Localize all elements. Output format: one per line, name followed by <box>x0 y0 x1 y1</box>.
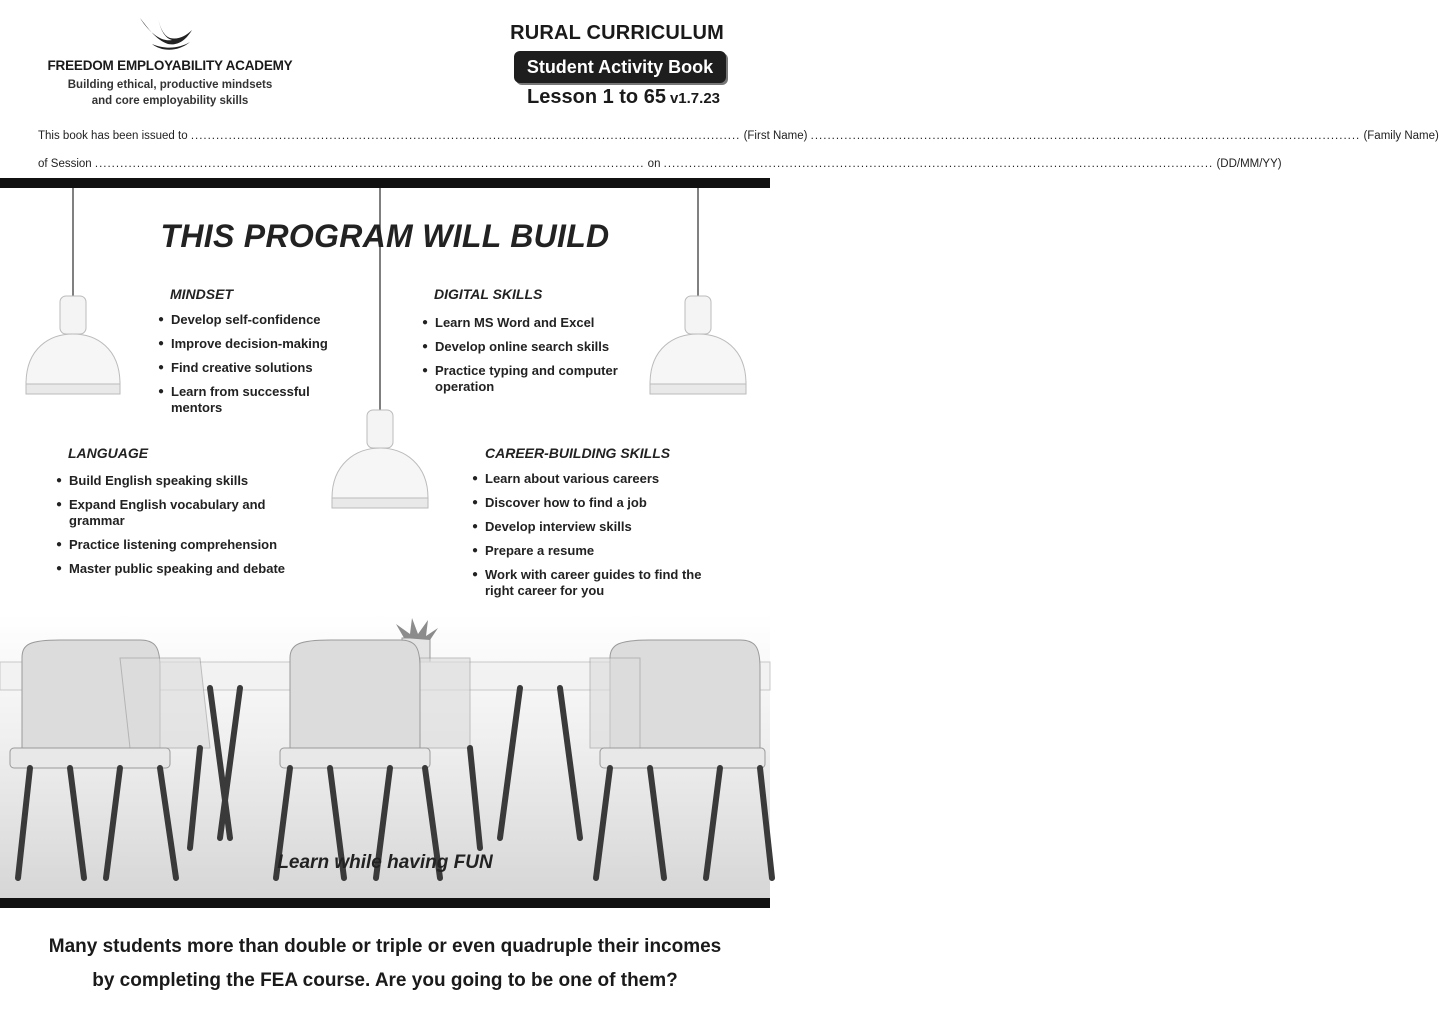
footer-message <box>20 930 750 998</box>
list-item: ● Learn about various careers <box>472 471 717 487</box>
digital-skills-heading: DIGITAL SKILLS <box>434 286 543 302</box>
list-item: ● Practice listening comprehension <box>56 537 306 553</box>
list-item: ● Learn from successful mentors <box>158 384 358 416</box>
pendant-lamp-right-icon <box>650 296 746 394</box>
language-list <box>56 473 306 585</box>
top-divider-band <box>0 178 770 188</box>
list-item: ● Build English speaking skills <box>56 473 306 489</box>
list-item: ● Develop self-confidence <box>158 312 358 328</box>
list-item: ● Discover how to find a job <box>472 495 717 511</box>
list-item: ● Expand English vocabulary and grammar <box>56 497 306 529</box>
list-item: ● Master public speaking and debate <box>56 561 306 577</box>
book-type-badge: Student Activity Book <box>514 51 726 83</box>
list-item: ● Find creative solutions <box>158 360 358 376</box>
issued-to-line <box>38 130 1439 142</box>
first-name-field[interactable]: ................................................................................................................................... <box>190 130 741 142</box>
tagline-line-2: and core employability skills <box>91 95 249 107</box>
list-item: ● Practice typing and computer operation <box>422 363 652 395</box>
version-label: v1.7.23 <box>669 90 720 107</box>
list-item: ● Prepare a resume <box>472 543 717 559</box>
pendant-lamp-center-icon <box>332 410 428 508</box>
org-tagline <box>0 77 340 109</box>
career-skills-heading: CAREER-BUILDING SKILLS <box>485 445 671 461</box>
date-format-label: (DD/MM/YY) <box>1216 158 1282 170</box>
pendant-lamp-left-icon <box>26 296 120 394</box>
lesson-range <box>527 86 720 109</box>
language-heading: LANGUAGE <box>68 445 149 461</box>
list-item: ● Develop interview skills <box>472 519 717 535</box>
bottom-divider-band <box>0 898 770 908</box>
lesson-range-text: Lesson 1 to 65 <box>527 86 666 108</box>
list-item: ● Improve decision-making <box>158 336 358 352</box>
digital-skills-list <box>422 315 652 403</box>
list-item: ● Learn MS Word and Excel <box>422 315 652 331</box>
classroom-photo <box>0 188 770 898</box>
footer-line-1: Many students more than double or triple or even quadruple their incomes <box>48 936 722 957</box>
family-name-field[interactable]: ................................................................................................................................... <box>810 130 1361 142</box>
session-label: of Session <box>38 158 92 170</box>
mindset-list <box>158 312 358 424</box>
mindset-heading: MINDSET <box>170 286 233 302</box>
first-name-label: (First Name) <box>743 130 808 142</box>
tagline-line-1: Building ethical, productive mindsets <box>67 79 273 91</box>
session-field[interactable]: ................................................................................................................................... <box>94 158 645 170</box>
footer-line-2: by completing the FEA course. Are you going to be one of them? <box>92 970 678 991</box>
list-item: ● Develop online search skills <box>422 339 652 355</box>
fun-caption: Learn while having FUN <box>277 852 493 873</box>
family-name-label: (Family Name) <box>1363 130 1439 142</box>
curriculum-title: RURAL CURRICULUM <box>510 22 724 44</box>
career-skills-list <box>472 471 717 607</box>
program-title: THIS PROGRAM WILL BUILD <box>160 218 610 254</box>
session-line <box>38 158 1282 170</box>
bird-logo-icon <box>138 14 194 54</box>
on-label: on <box>647 158 661 170</box>
org-name: FREEDOM EMPLOYABILITY ACADEMY <box>47 58 293 73</box>
date-field[interactable]: ................................................................................................................................... <box>663 158 1214 170</box>
issued-to-label: This book has been issued to <box>38 130 188 142</box>
chairs-icon <box>22 640 760 748</box>
list-item: ● Work with career guides to find the right career for you <box>472 567 717 599</box>
